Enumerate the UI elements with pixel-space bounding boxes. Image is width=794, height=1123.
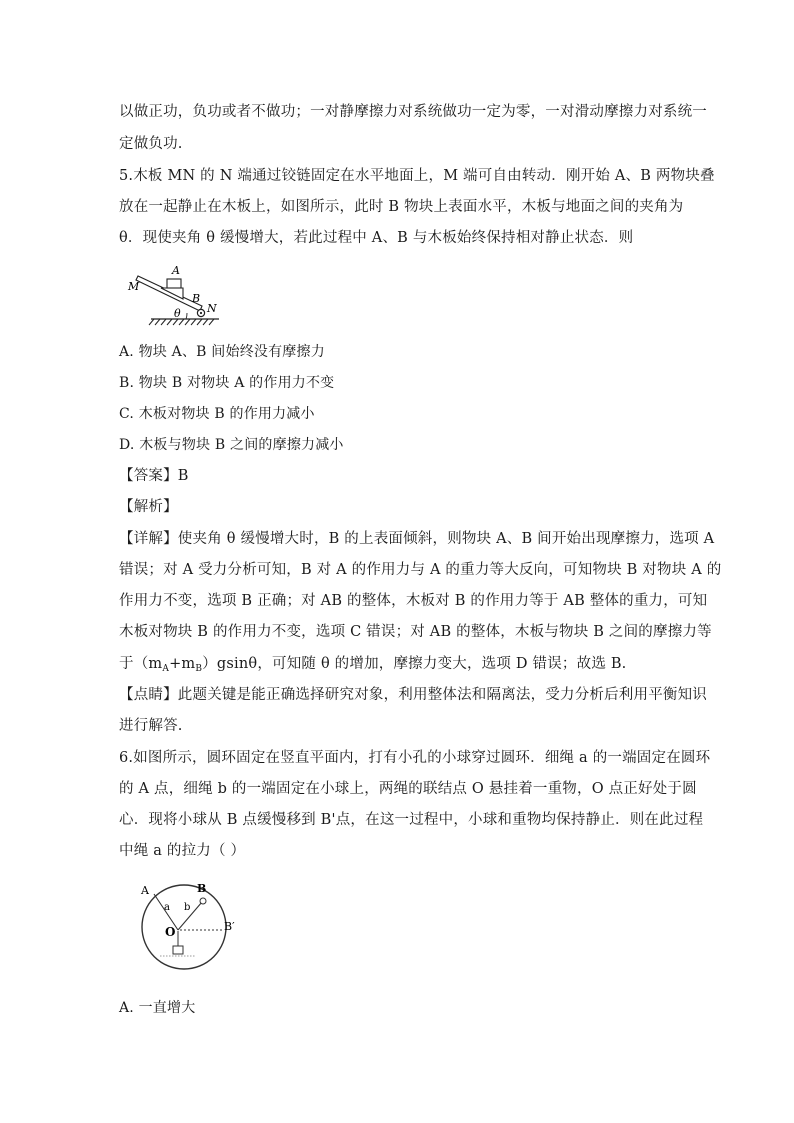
q5-detail-formula-line [119, 654, 627, 674]
formula-prefix: 于（m [119, 656, 163, 672]
q6-fig-label-b-prime: B′ [224, 920, 235, 933]
q5-detail-line-4: 木板对物块 B 的作用力不变，选项 C 错误；对 AB 的整体，木板与物块 B 之间的摩擦力等 [119, 624, 712, 640]
q5-fig-label-theta: θ [174, 307, 181, 320]
q6-fig-label-o: O [165, 925, 176, 939]
q5-stem-line-1: 5.木板 MN 的 N 端通过铰链固定在水平地面上，M 端可自由转动．刚开始 A、B 两物块叠 [119, 168, 715, 184]
formula-suffix: ）gsinθ，可知随 θ 的增加，摩擦力变大，选项 D 错误；故选 B. [202, 656, 627, 672]
q6-fig-label-rope-a: a [164, 902, 170, 913]
q5-incline-figure [124, 260, 224, 328]
formula-sub-b: B [195, 664, 203, 674]
q6-fig-label-a-point: A [141, 884, 149, 897]
q5-fig-label-n: N [207, 302, 217, 315]
q6-stem-line-2: 的 A 点，细绳 b 的一端固定在小球上，两绳的联结点 O 悬挂着一重物，O 点正好处于圆 [119, 781, 697, 797]
formula-sub-a: A [162, 664, 170, 674]
q6-ring-figure [138, 880, 244, 972]
q6-fig-label-rope-b: b [184, 902, 191, 913]
q5-detail-line-1: 【详解】使夹角 θ 缓慢增大时，B 的上表面倾斜，则物块 A、B 间开始出现摩擦力，选项 A [119, 531, 715, 547]
q5-comment-line-2: 进行解答. [119, 718, 183, 734]
formula-plus: +m [169, 656, 196, 672]
q6-stem-line-4: 中绳 a 的拉力（ ） [119, 843, 246, 859]
q5-option-a: A. 物块 A、B 间始终没有摩擦力 [119, 344, 325, 360]
q6-option-a: A. 一直增大 [119, 1000, 196, 1016]
q5-option-d: D. 木板与物块 B 之间的摩擦力减小 [119, 437, 344, 453]
q5-detail-line-3: 作用力不变，选项 B 正确；对 AB 的整体，木板对 B 的作用力等于 AB 整体的重力，可知 [119, 593, 708, 609]
q5-stem-line-3: θ．现使夹角 θ 缓慢增大，若此过程中 A、B 与木板始终保持相对静止状态．则 [119, 230, 634, 246]
q5-option-c: C. 木板对物块 B 的作用力减小 [119, 406, 315, 422]
q5-detail-line-2: 错误；对 A 受力分析可知，B 对 A 的作用力与 A 的重力等大反向，可知物块 B 对物块 A 的 [119, 562, 722, 578]
intro-line-1: 以做正功，负功或者不做功；一对静摩擦力对系统做功一定为零，一对滑动摩擦力对系统一 [119, 104, 707, 120]
q5-fig-label-m: M [128, 280, 140, 293]
q5-answer: 【答案】B [119, 468, 189, 484]
q5-analysis-title: 【解析】 [119, 499, 178, 515]
q6-fig-label-b-point: B [197, 882, 207, 895]
q5-option-b: B. 物块 B 对物块 A 的作用力不变 [119, 375, 335, 391]
q5-fig-label-b: B [192, 292, 201, 305]
q5-fig-label-a: A [172, 264, 180, 277]
q6-stem-line-1: 6.如图所示，圆环固定在竖直平面内，打有小孔的小球穿过圆环．细绳 a 的一端固定在圆环 [119, 750, 711, 766]
intro-line-2: 定做负功. [119, 136, 183, 152]
q5-stem-line-2: 放在一起静止在木板上，如图所示，此时 B 物块上表面水平，木板与地面之间的夹角为 [119, 199, 684, 215]
q5-comment-line-1: 【点睛】此题关键是能正确选择研究对象，利用整体法和隔离法，受力分析后利用平衡知识 [119, 687, 707, 703]
q6-stem-line-3: 心．现将小球从 B 点缓慢移到 B'点，在这一过程中，小球和重物均保持静止．则在此过程 [119, 812, 704, 828]
